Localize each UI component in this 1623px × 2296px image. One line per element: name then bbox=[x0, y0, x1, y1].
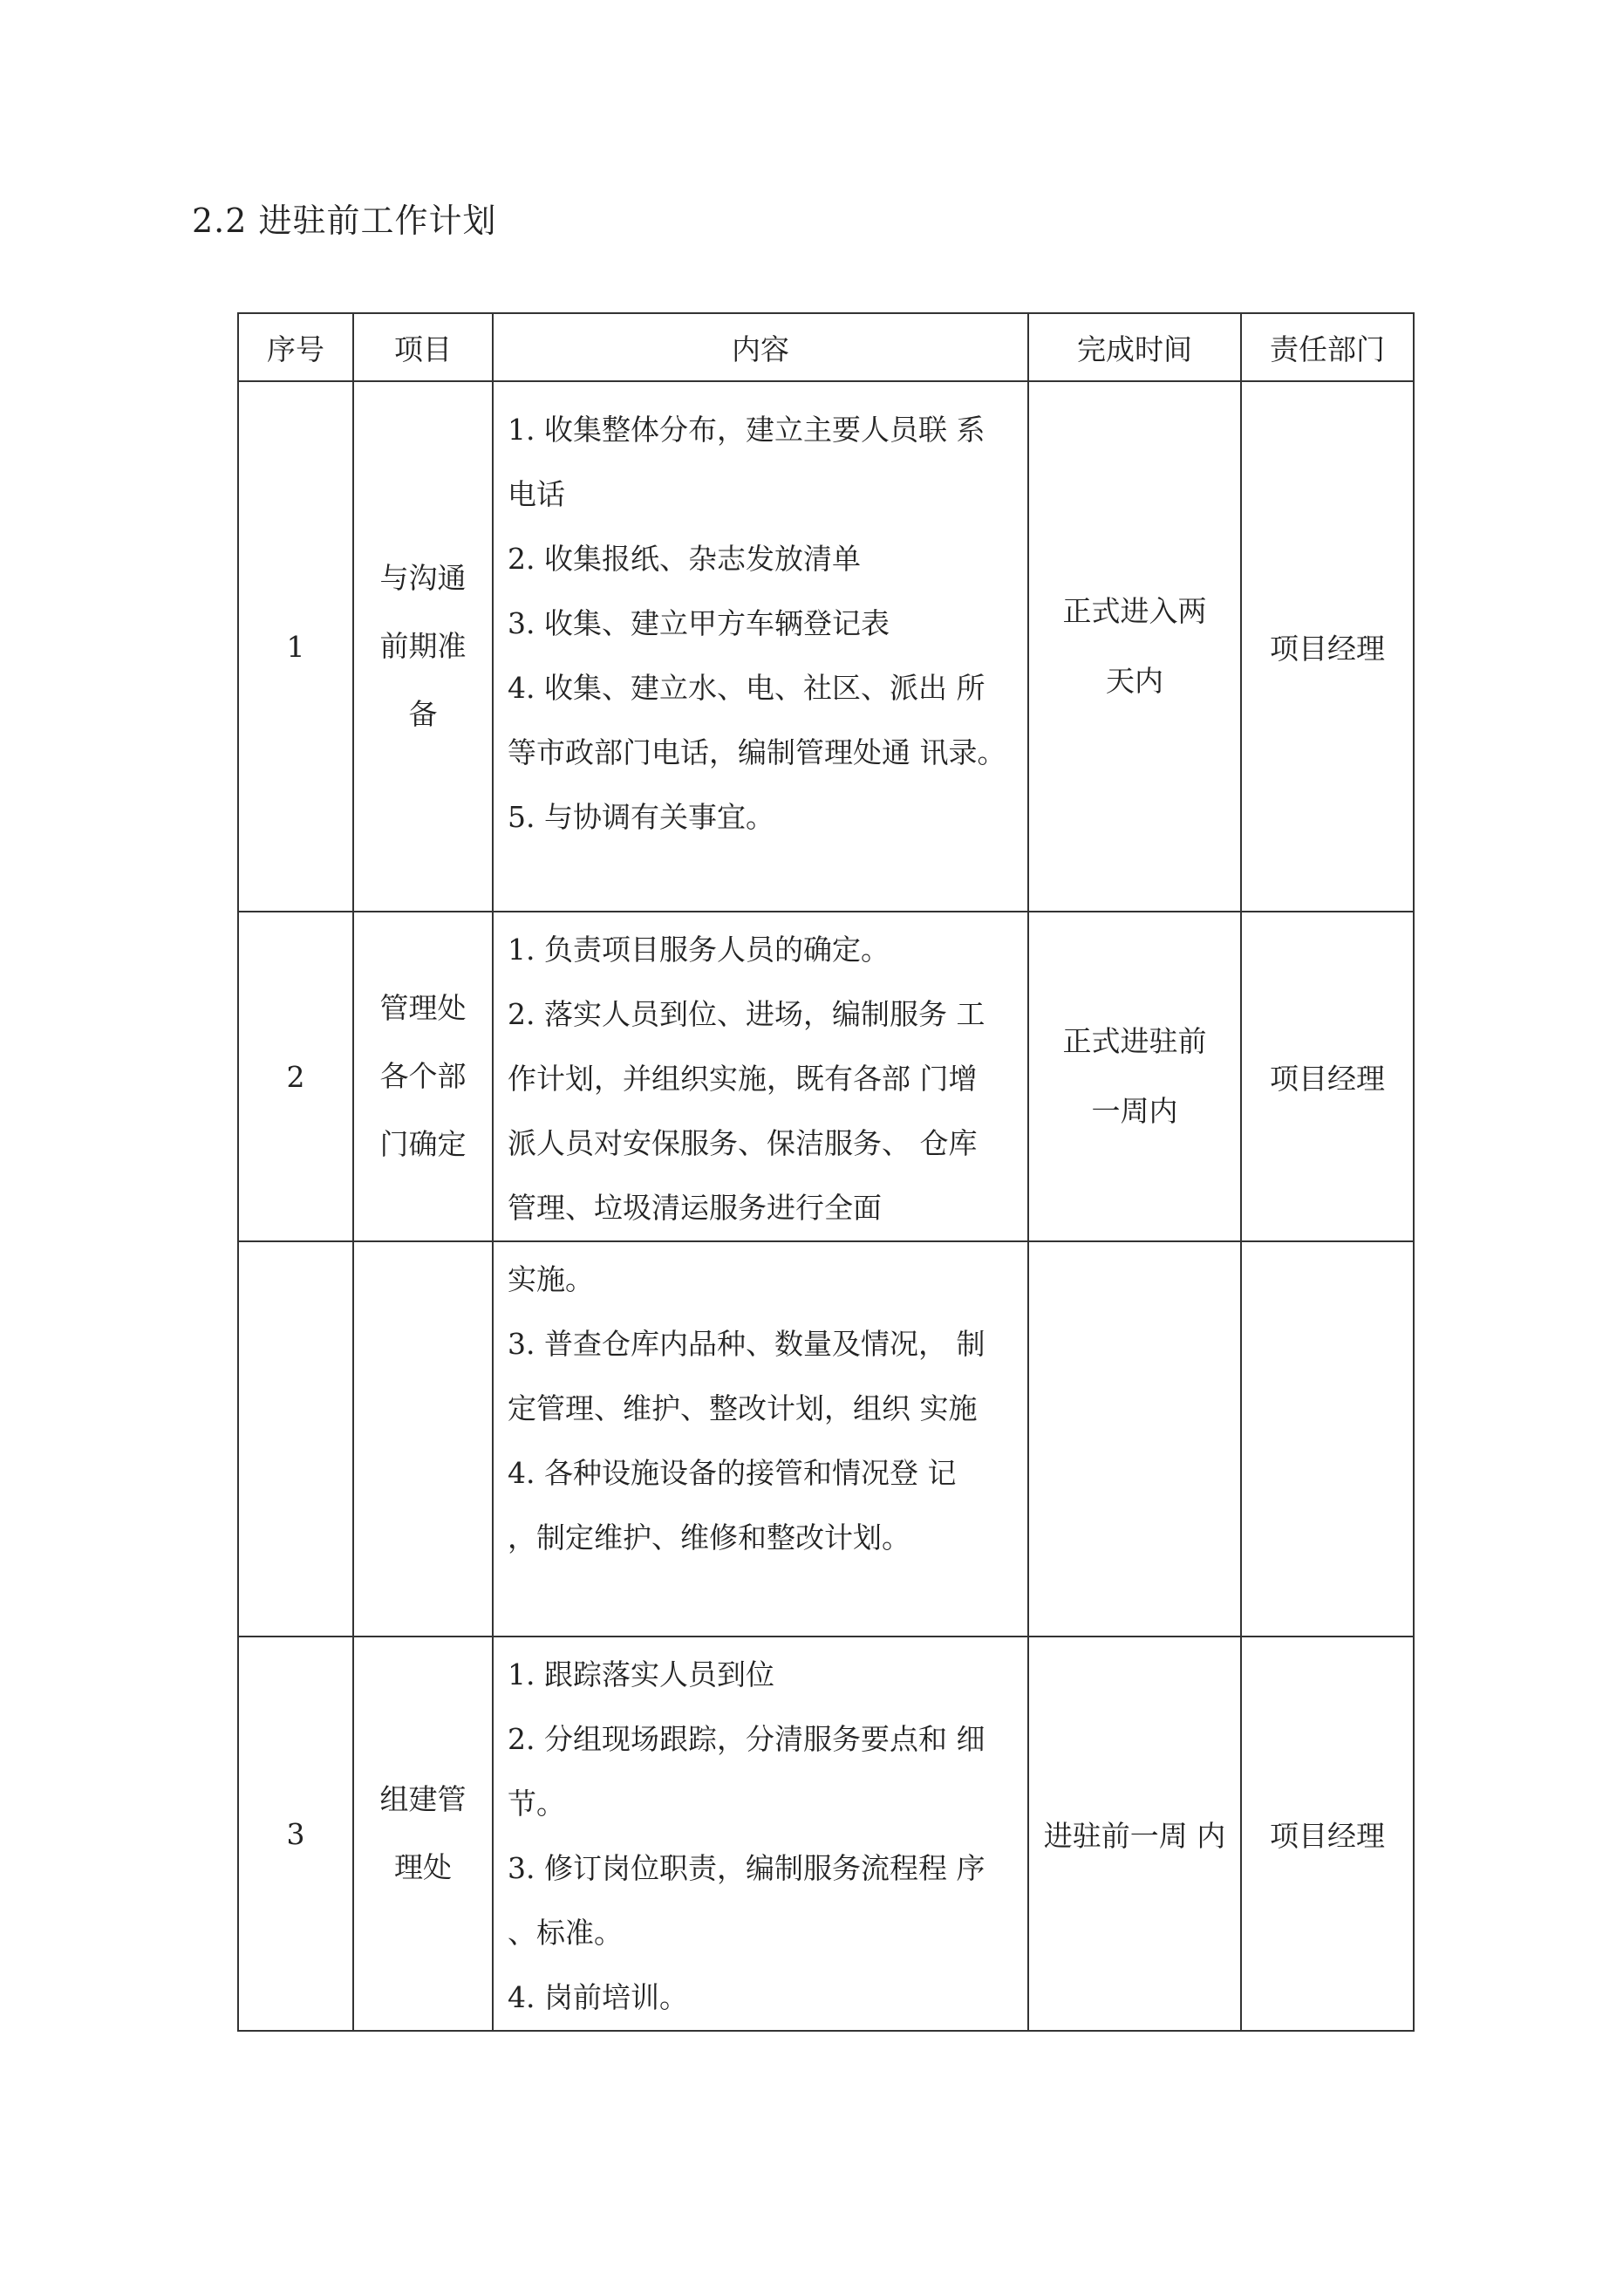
row-item-label: 管理处各个部门确定 bbox=[379, 991, 467, 1161]
row-time-label: 正式进驻前一周内 bbox=[1062, 1024, 1207, 1128]
content-line: 3. 普查仓库内品种、数量及情况， 制 bbox=[508, 1327, 985, 1361]
header-content: 内容 bbox=[493, 313, 1028, 381]
content-line: ，制定维护、维修和整改计划。 bbox=[508, 1520, 910, 1555]
row-time: 进驻前一周 内 bbox=[1028, 1637, 1241, 2031]
content-line: 、标准。 bbox=[508, 1916, 623, 1950]
row-index: 1 bbox=[238, 381, 353, 912]
table-row bbox=[238, 912, 1414, 1241]
content-line: 4. 收集、建立水、电、社区、派出 所 bbox=[508, 671, 985, 705]
row-time bbox=[1028, 912, 1241, 1241]
content-line: 5. 与协调有关事宜。 bbox=[508, 800, 774, 834]
row-item bbox=[353, 1637, 493, 2031]
content-line: 4. 各种设施设备的接管和情况登 记 bbox=[508, 1456, 957, 1490]
header-time: 完成时间 bbox=[1028, 313, 1241, 381]
row-content bbox=[493, 1637, 1028, 2031]
section-heading: 2.2 进驻前工作计划 bbox=[192, 202, 497, 240]
row-item-label: 与沟通前期准备 bbox=[379, 561, 467, 731]
row-dept bbox=[1241, 1241, 1414, 1637]
row-item bbox=[353, 1241, 493, 1637]
header-index: 序号 bbox=[238, 313, 353, 381]
row-content bbox=[493, 912, 1028, 1241]
header-dept: 责任部门 bbox=[1241, 313, 1414, 381]
table-row bbox=[238, 1637, 1414, 2031]
row-content bbox=[493, 381, 1028, 912]
content-line: 管理、垃圾清运服务进行全面 bbox=[508, 1191, 882, 1225]
content-line: 节。 bbox=[508, 1787, 565, 1821]
content-line: 派人员对安保服务、保洁服务、 仓库 bbox=[508, 1126, 978, 1160]
row-item-label: 组建管理处 bbox=[379, 1782, 467, 1884]
content-line: 3. 修订岗位职责，编制服务流程程 序 bbox=[508, 1851, 985, 1885]
header-item: 项目 bbox=[353, 313, 493, 381]
content-line: 等市政部门电话，编制管理处通 讯录。 bbox=[508, 735, 1006, 769]
table-row bbox=[238, 381, 1414, 912]
table-header-row bbox=[238, 313, 1414, 381]
table-row bbox=[238, 1241, 1414, 1637]
content-line: 2. 分组现场跟踪，分清服务要点和 细 bbox=[508, 1722, 985, 1756]
row-item bbox=[353, 912, 493, 1241]
row-index: 2 bbox=[238, 912, 353, 1241]
content-line: 实施。 bbox=[508, 1262, 594, 1296]
row-dept: 项目经理 bbox=[1241, 912, 1414, 1241]
row-dept: 项目经理 bbox=[1241, 1637, 1414, 2031]
row-time-label: 正式进入两天内 bbox=[1062, 594, 1207, 698]
work-plan-table bbox=[237, 312, 1415, 2032]
content-line: 1. 负责项目服务人员的确定。 bbox=[508, 933, 890, 967]
row-time bbox=[1028, 1241, 1241, 1637]
row-content bbox=[493, 1241, 1028, 1637]
content-line: 作计划，并组织实施，既有各部 门增 bbox=[508, 1062, 978, 1096]
content-line: 定管理、维护、整改计划，组织 实施 bbox=[508, 1391, 978, 1425]
row-time bbox=[1028, 381, 1241, 912]
row-item bbox=[353, 381, 493, 912]
content-line: 电话 bbox=[508, 477, 565, 511]
content-line: 1. 跟踪落实人员到位 bbox=[508, 1657, 774, 1691]
content-line: 2. 落实人员到位、进场，编制服务 工 bbox=[508, 997, 985, 1031]
content-line: 2. 收集报纸、杂志发放清单 bbox=[508, 542, 861, 576]
row-index bbox=[238, 1241, 353, 1637]
content-line: 4. 岗前培训。 bbox=[508, 1980, 688, 2014]
content-line: 3. 收集、建立甲方车辆登记表 bbox=[508, 606, 890, 640]
content-line: 1. 收集整体分布，建立主要人员联 系 bbox=[508, 413, 985, 447]
row-index: 3 bbox=[238, 1637, 353, 2031]
row-dept: 项目经理 bbox=[1241, 381, 1414, 912]
